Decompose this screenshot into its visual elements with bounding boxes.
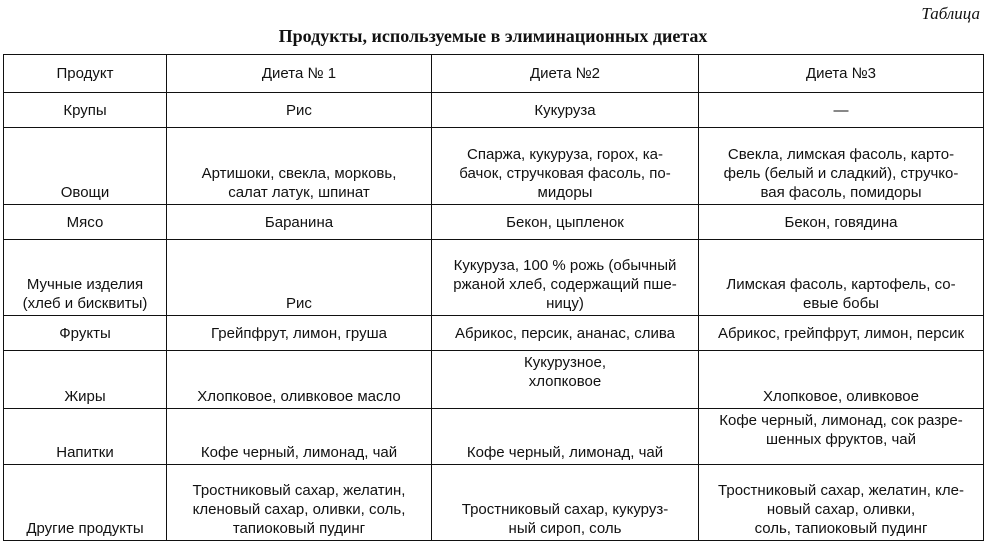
table-row [4, 409, 984, 465]
cell-diet-2: Кофе черный, лимонад, чай [432, 409, 699, 465]
cell-diet-3: Бекон, говядина [699, 205, 984, 240]
cell-product: Овощи [4, 128, 167, 205]
cell-diet-1: Артишоки, свекла, морковь, салат латук, шпинат [167, 128, 432, 205]
cell-diet-3: Лимская фасоль, картофель, со- евые бобы [699, 240, 984, 316]
diet-table [3, 54, 984, 541]
cell-diet-3: Свекла, лимская фасоль, карто- фель (белый и сладкий), стручко- вая фасоль, помидоры [699, 128, 984, 205]
cell-diet-1: Кофе черный, лимонад, чай [167, 409, 432, 465]
cell-diet-3: — [699, 93, 984, 128]
cell-diet-1: Баранина [167, 205, 432, 240]
header-diet-1: Диета № 1 [167, 55, 432, 93]
table-caption: Таблица [921, 4, 980, 23]
cell-product: Фрукты [4, 316, 167, 351]
table-row [4, 93, 984, 128]
table-row [4, 351, 984, 409]
cell-diet-2: Кукуруза [432, 93, 699, 128]
table-row [4, 465, 984, 541]
cell-diet-2: Бекон, цыпленок [432, 205, 699, 240]
header-diet-2: Диета №2 [432, 55, 699, 93]
cell-product: Мучные изделия (хлеб и бисквиты) [4, 240, 167, 316]
cell-diet-1: Рис [167, 93, 432, 128]
cell-diet-1: Рис [167, 240, 432, 316]
cell-diet-2: Тростниковый сахар, кукуруз- ный сироп, соль [432, 465, 699, 541]
cell-diet-2: Кукуруза, 100 % рожь (обычный ржаной хлеб, содержащий пше- ницу) [432, 240, 699, 316]
cell-product: Мясо [4, 205, 167, 240]
cell-product: Жиры [4, 351, 167, 409]
cell-diet-1: Тростниковый сахар, желатин, кленовый сахар, оливки, соль, тапиоковый пудинг [167, 465, 432, 541]
cell-diet-1: Хлопковое, оливковое масло [167, 351, 432, 409]
header-row [4, 55, 984, 93]
cell-diet-3: Тростниковый сахар, желатин, кле- новый сахар, оливки, соль, тапиоковый пудинг [699, 465, 984, 541]
table-row [4, 316, 984, 351]
cell-product: Напитки [4, 409, 167, 465]
table-row [4, 240, 984, 316]
header-product: Продукт [4, 55, 167, 93]
cell-diet-1: Грейпфрут, лимон, груша [167, 316, 432, 351]
cell-product: Крупы [4, 93, 167, 128]
table-row [4, 205, 984, 240]
cell-diet-3: Абрикос, грейпфрут, лимон, персик [699, 316, 984, 351]
header-diet-3: Диета №3 [699, 55, 984, 93]
cell-diet-3: Хлопковое, оливковое [699, 351, 984, 409]
cell-diet-2: Спаржа, кукуруза, горох, ка- бачок, стручковая фасоль, по- мидоры [432, 128, 699, 205]
cell-diet-2: Абрикос, персик, ананас, слива [432, 316, 699, 351]
table-row [4, 128, 984, 205]
cell-diet-2: Кукурузное, хлопковое [432, 351, 699, 409]
cell-diet-3: Кофе черный, лимонад, сок разре- шенных фруктов, чай [699, 409, 984, 465]
table-title: Продукты, используемые в элиминационных диетах [278, 26, 708, 46]
cell-product: Другие продукты [4, 465, 167, 541]
